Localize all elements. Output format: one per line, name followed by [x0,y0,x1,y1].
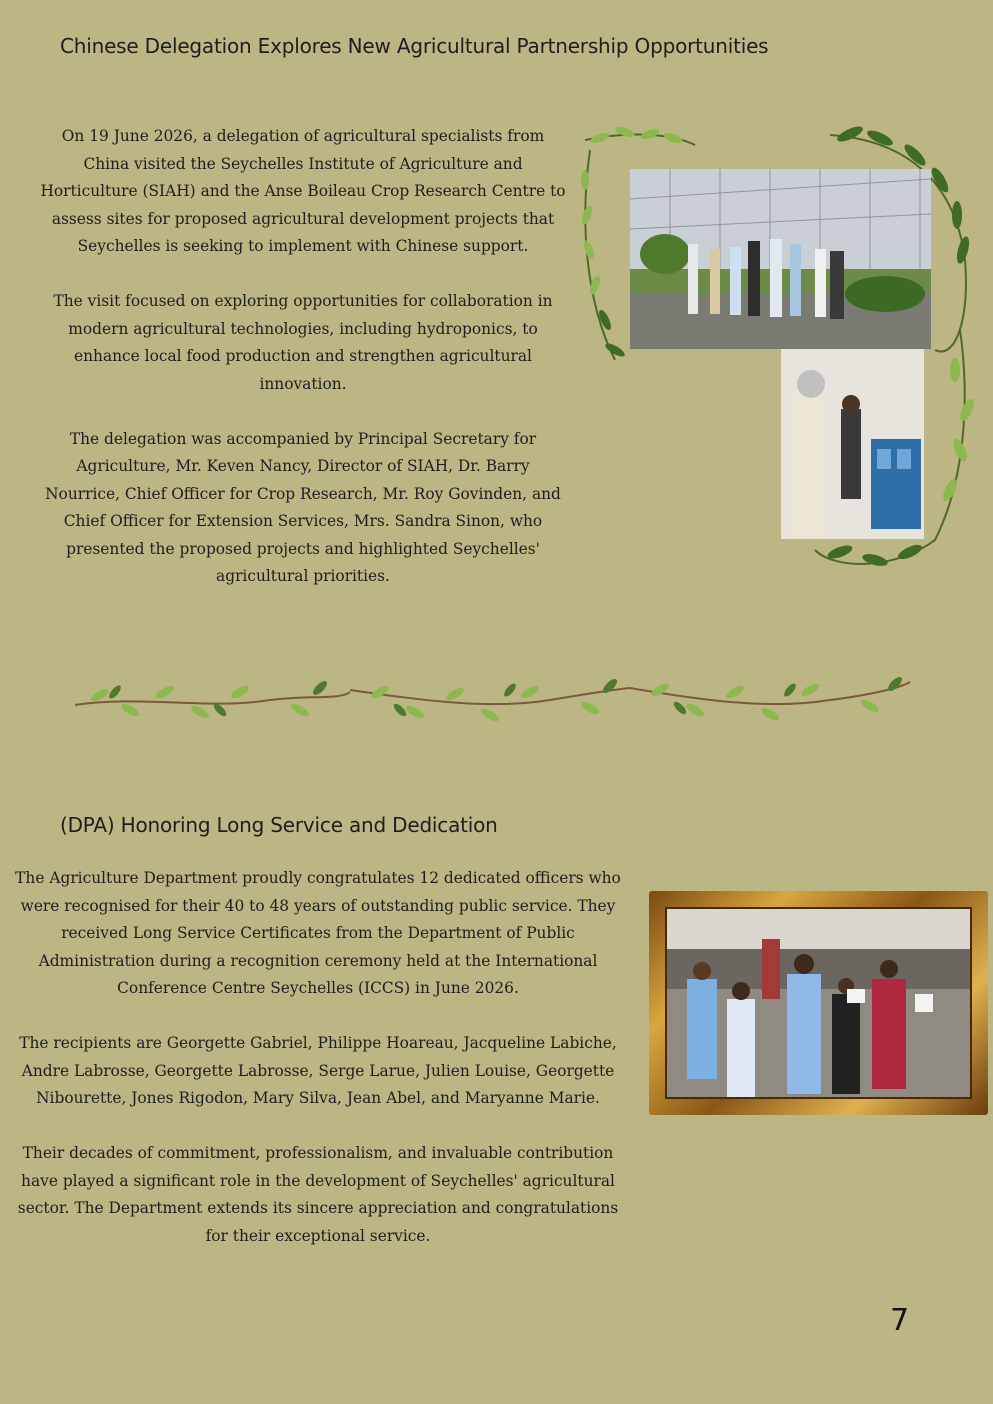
photo-long-service-recipients [665,907,972,1099]
paragraph: Their decades of commitment, professionalism, and invaluable contribution have played a significant role in the development of Seychelles' agricultural sector. The Department extends its sincere appreciation and congratulations for their exceptional service. [17,1144,619,1245]
paragraph: The visit focused on exploring opportunities for collaboration in modern agricultural technologies, including hydroponics, to enhance local food production and strengthen agricultural innovation. [53,292,553,393]
paragraph: The delegation was accompanied by Principal Secretary for Agriculture, Mr. Keven Nancy, Director of SIAH, Dr. Barry Nourrice, Chief Officer for Crop Research, Mr. Roy Govinden, and Chief Officer for Extension Services, Mrs. Sandra Sinon, who presented the proposed projects and highlighted Seychelles' agricultural priorities. [45,429,561,585]
photo-hydroponics-lab [781,349,924,539]
photo-greenhouse-delegation [630,169,931,349]
gold-frame-icon [649,891,988,1115]
paragraph: On 19 June 2026, a delegation of agricultural specialists from China visited the Seychelles Institute of Agriculture and Horticulture (SIAH) and the Anse Boileau Crop Research Centre to assess sites for proposed agricultural development projects that Seychelles is seeking to implement with Chinese support. [40,127,566,255]
article-title-delegation: Chinese Delegation Explores New Agricultural Partnership Opportunities [60,34,769,58]
leaf-garland-icon [70,670,915,740]
paragraph: The Agriculture Department proudly congratulates 12 dedicated officers who were recognised for their 40 to 48 years of outstanding public service. They received Long Service Certificates from the Department of Public Administration during a recognition ceremony held at the International Conference Centre Seychelles (ICCS) in June 2026. [15,869,621,997]
paragraph: The recipients are Georgette Gabriel, Philippe Hoareau, Jacqueline Labiche, Andre Labrosse, Georgette Labrosse, Serge Larue, Julien Louise, Georgette Nibourette, Jones Rigodon, Mary Silva, Jean Abel, and Maryanne Marie. [19,1034,617,1107]
article-body-long-service [12,865,624,1278]
article-title-long-service: (DPA) Honoring Long Service and Dedication [60,813,498,837]
article-body-delegation [40,123,566,618]
page-number: 7 [890,1303,910,1338]
